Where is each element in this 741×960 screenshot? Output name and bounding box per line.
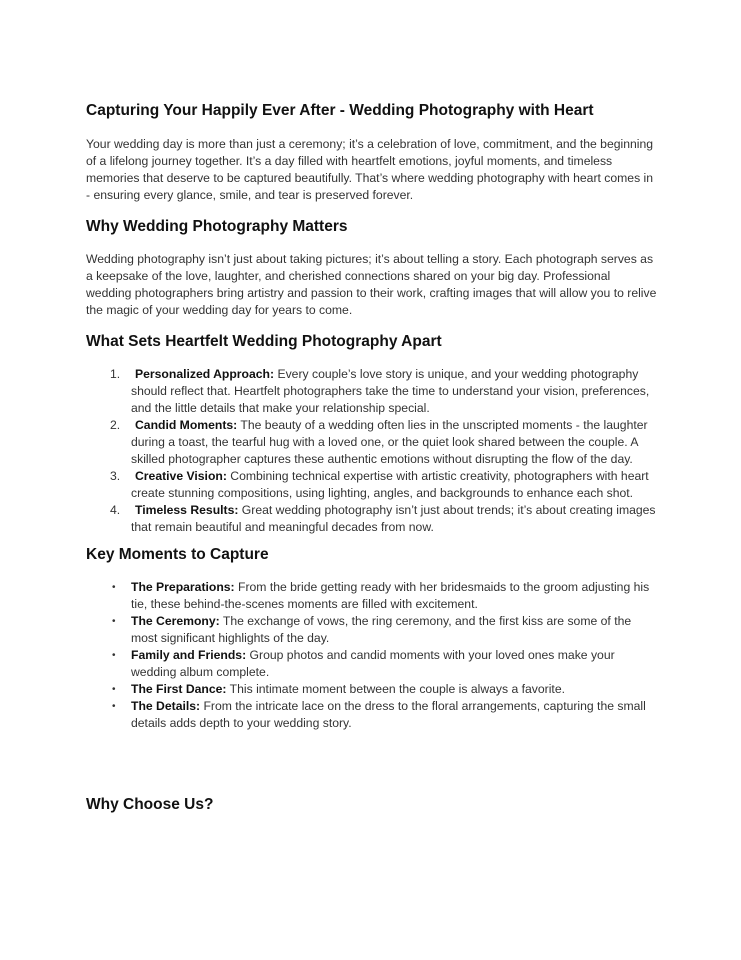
list-term: Creative Vision: — [135, 469, 227, 483]
heading-key-moments: Key Moments to Capture — [86, 546, 269, 563]
list-text: This intimate moment between the couple is always a favorite. — [226, 682, 565, 696]
list-number: 1. — [110, 367, 121, 381]
list-item-details — [86, 698, 658, 732]
list-number: 2. — [110, 418, 121, 432]
list-item-family-friends — [86, 647, 658, 681]
list-text: Combining technical expertise with artistic creativity, photographers with heart create stunning compositions, using lighting, angles, and backgrounds to enhance each shot. — [131, 469, 649, 500]
page-title: Capturing Your Happily Ever After - Wedding Photography with Heart — [86, 102, 594, 119]
list-number: 3. — [110, 469, 121, 483]
list-term: Candid Moments: — [135, 418, 238, 432]
intro-paragraph: Your wedding day is more than just a ceremony; it’s a celebration of love, commitment, and the beginning of a lifelong journey together. It’s a day filled with heartfelt emotions, joyful moments, and timeless memories that deserve to be captured beautifully. That’s where wedding photography with heart comes in - ensuring every glance, smile, and tear is preserved forever. — [86, 137, 654, 202]
heading-why-photography-matters: Why Wedding Photography Matters — [86, 218, 348, 235]
list-text: Every couple’s love story is unique, and your wedding photography should reflect that. Heartfelt photographers take the time to understand your vision, preferences, and the little details that make your relationship special. — [131, 367, 650, 415]
list-item-first-dance — [86, 681, 658, 698]
list-item-creative-vision — [86, 468, 658, 502]
bullet-icon: • — [112, 684, 116, 695]
document-content — [86, 100, 658, 829]
heading-what-sets-apart: What Sets Heartfelt Wedding Photography Apart — [86, 333, 442, 350]
list-text: The beauty of a wedding often lies in the unscripted moments - the laughter during a toast, the tearful hug with a loved one, or the quiet look shared between the couple. A skilled photographer captures these authentic emotions without disrupting the flow of the day. — [131, 418, 648, 466]
list-text: The exchange of vows, the ring ceremony, and the first kiss are some of the most significant highlights of the day. — [131, 614, 632, 645]
list-number: 4. — [110, 503, 121, 517]
list-item-ceremony — [86, 613, 658, 647]
list-text: From the intricate lace on the dress to the floral arrangements, capturing the small details adds depth to your wedding story. — [131, 699, 646, 730]
numbered-list — [86, 366, 658, 536]
bullet-icon: • — [112, 616, 116, 627]
list-item-preparations — [86, 579, 658, 613]
list-term: The Details: — [131, 699, 201, 713]
list-term: The First Dance: — [131, 682, 227, 696]
list-term: Timeless Results: — [135, 503, 239, 517]
list-term: Family and Friends: — [131, 648, 247, 662]
list-item-timeless-results — [86, 502, 658, 536]
bullet-icon: • — [112, 650, 116, 661]
list-text: Great wedding photography isn’t just about trends; it’s about creating images that remain beautiful and meaningful decades from now. — [131, 503, 656, 534]
list-item-candid-moments — [86, 417, 658, 468]
bullet-icon: • — [112, 582, 116, 593]
list-term: Personalized Approach: — [135, 367, 275, 381]
bullet-list — [86, 579, 658, 732]
heading-why-choose-us: Why Choose Us? — [86, 796, 214, 813]
bullet-icon: • — [112, 701, 116, 712]
list-term: The Ceremony: — [131, 614, 220, 628]
list-term: The Preparations: — [131, 580, 235, 594]
list-item-personalized-approach — [86, 366, 658, 417]
why-photography-paragraph: Wedding photography isn’t just about taking pictures; it’s about telling a story. Each photograph serves as a keepsake of the love, laughter, and cherished connections shared on your big day. Professional wedding photographers bring artistry and passion to their work, crafting images that will allow you to relive the magic of your wedding day for years to come. — [86, 252, 657, 317]
list-text: From the bride getting ready with her bridesmaids to the groom adjusting his tie, these behind-the-scenes moments are filled with excitement. — [131, 580, 650, 611]
list-text: Group photos and candid moments with your loved ones make your wedding album complete. — [131, 648, 615, 679]
